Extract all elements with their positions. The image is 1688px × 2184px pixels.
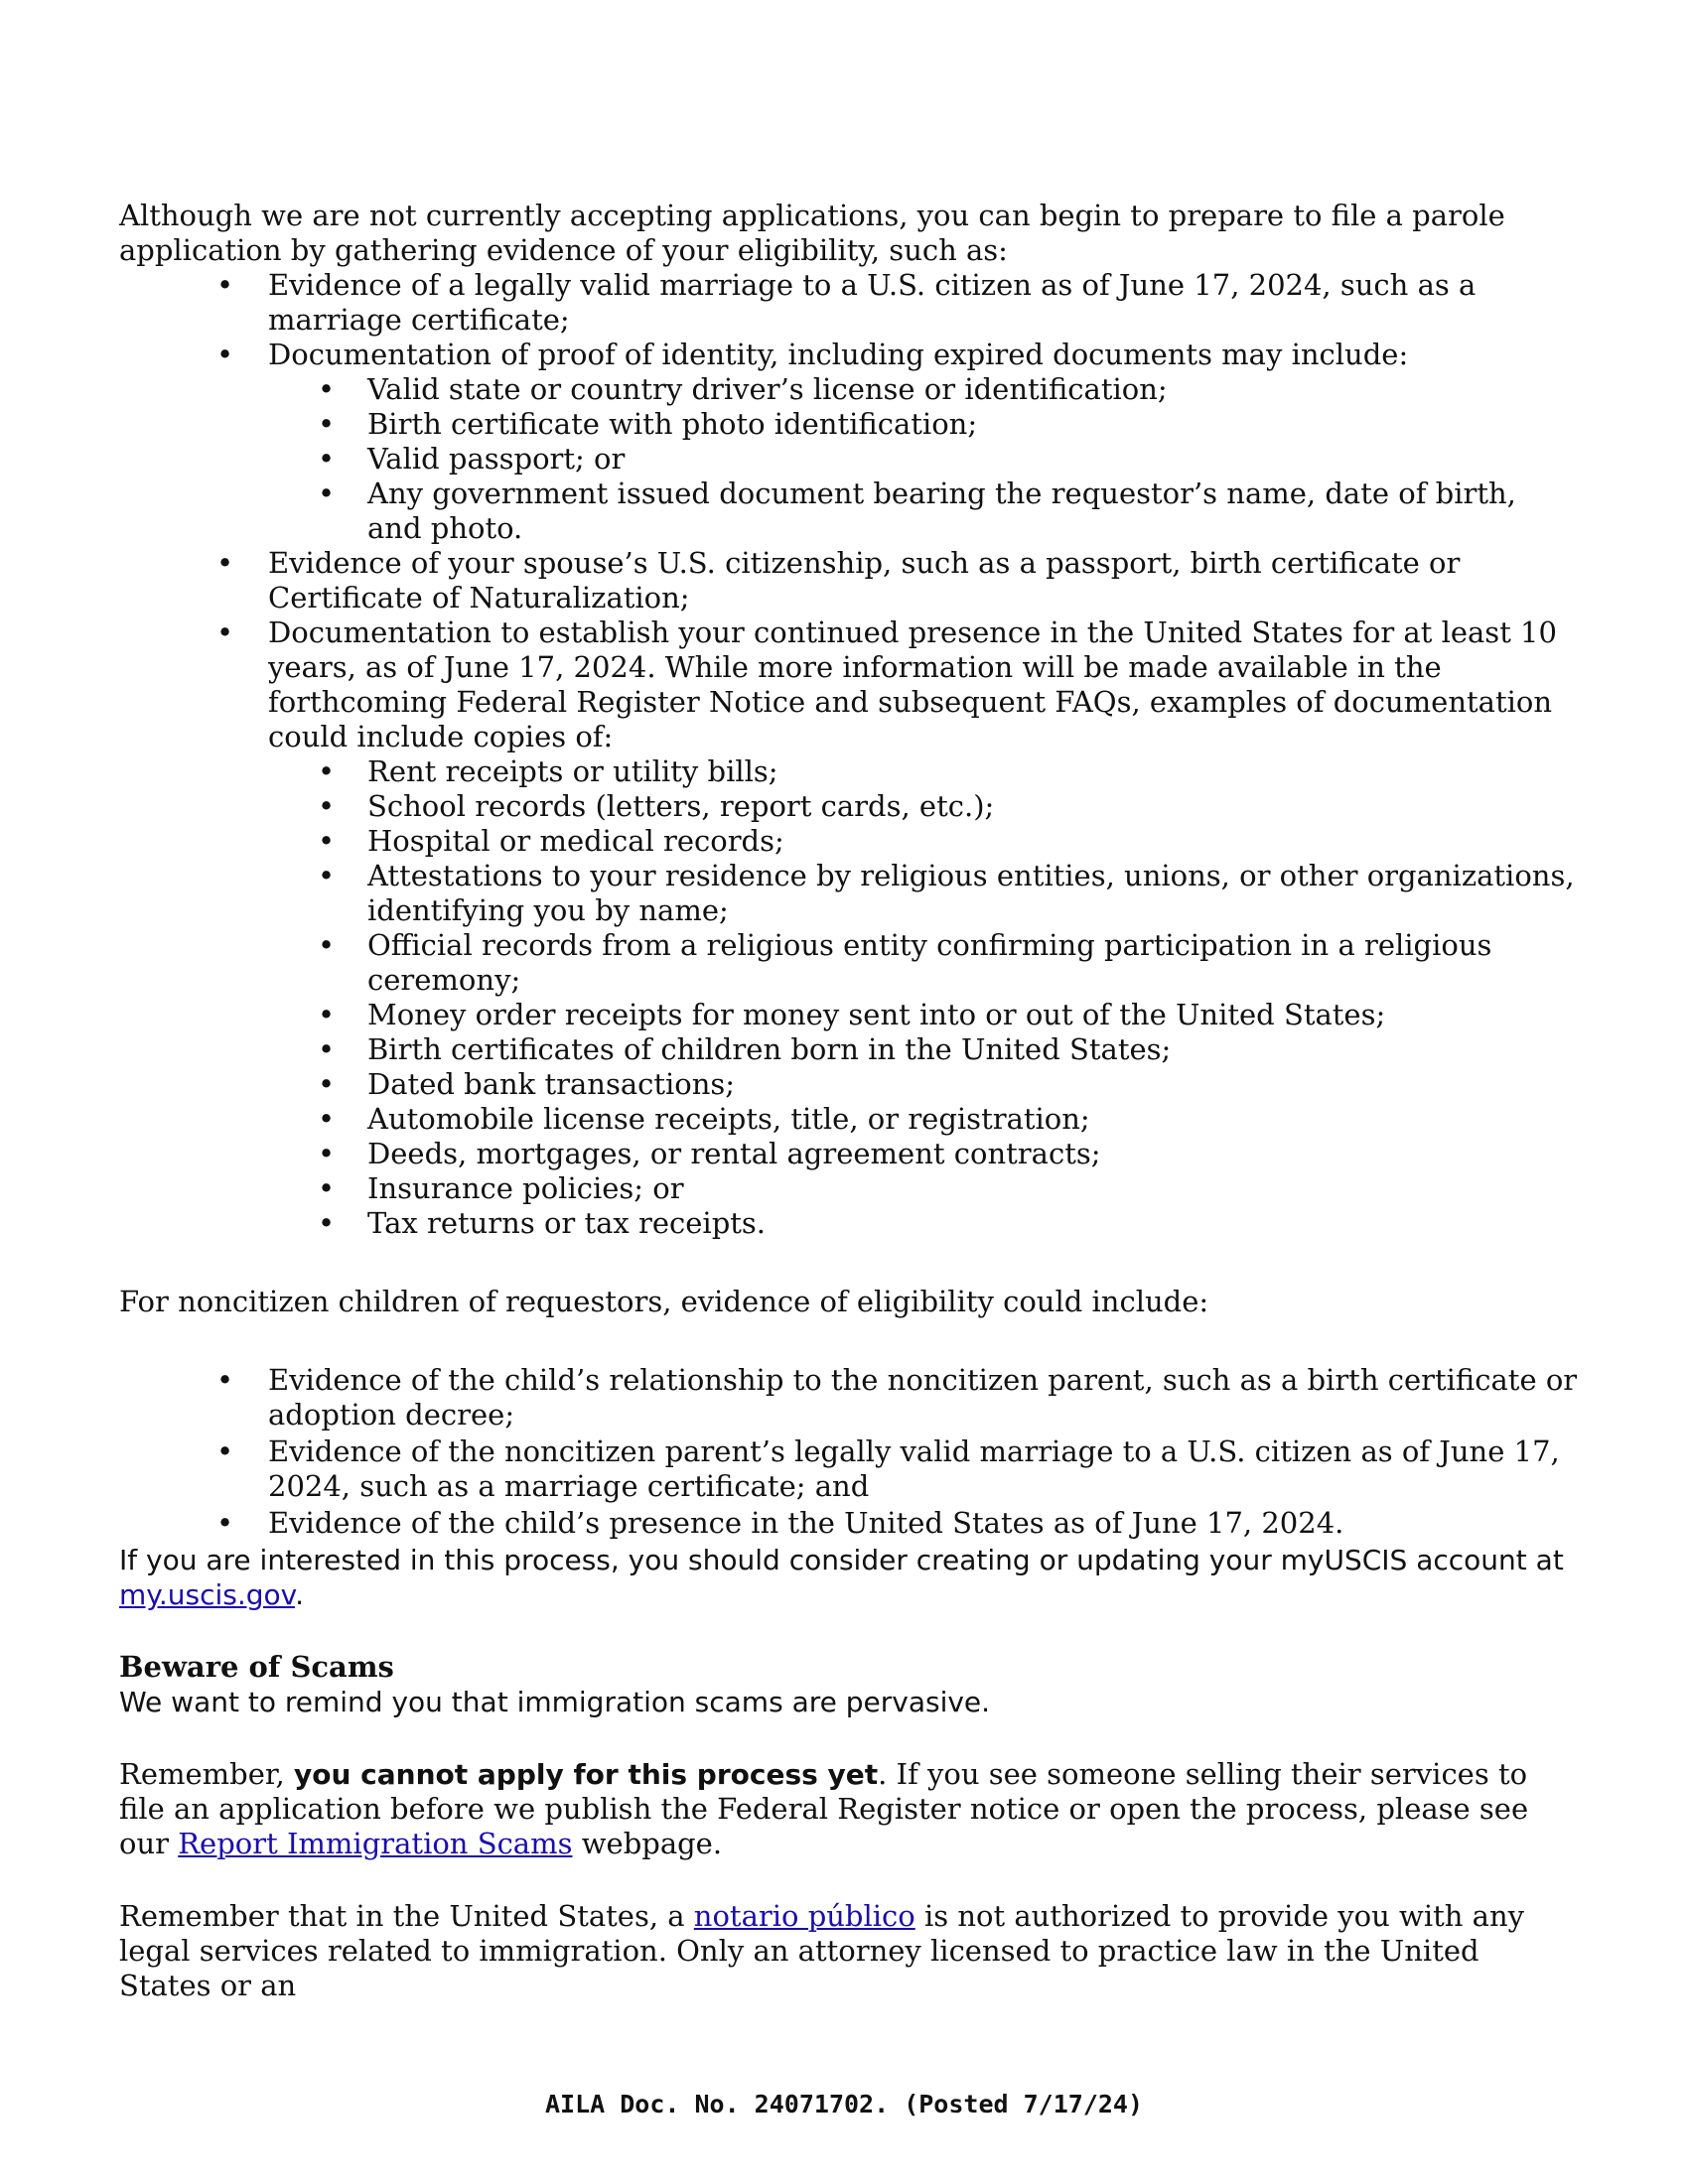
account-paragraph: If you are interested in this process, you should consider creating or updating your myUSCIS account at my.uscis.gov. [119, 1544, 1564, 1611]
list-item: • Valid state or country driver’s license or identification; [268, 372, 1579, 407]
list-item: • Automobile license receipts, title, or registration; [268, 1102, 1579, 1137]
list-item: • Evidence of the child’s relationship to the noncitizen parent, such as a birth certificate or adoption decree; [119, 1363, 1579, 1433]
intro-paragraph: Although we are not currently accepting applications, you can begin to prepare to file a parole application by gathering evidence of your eligibility, such as: [119, 199, 1505, 267]
emphasis-text: you cannot apply for this process yet [294, 1758, 879, 1791]
list-item: • Insurance policies; or [268, 1171, 1579, 1206]
presence-docs-list [119, 754, 1579, 1241]
list-item: • Evidence of the child’s presence in the United States as of June 17, 2024. [119, 1506, 1579, 1541]
list-item: • Any government issued document bearing the requestor’s name, date of birth, and photo. [268, 477, 1579, 546]
children-intro: For noncitizen children of requestors, evidence of eligibility could include: [119, 1285, 1209, 1318]
list-item: • Official records from a religious entity confirming participation in a religious ceremony; [268, 928, 1579, 998]
list-item: • Documentation to establish your continued presence in the United States for at least 10 years, as of June 17, 2024. While more information will be made available in the forthcoming Federal Register Notice and subsequent FAQs, examples of documentation could include copies of: • Rent receipts or utility bills; • School records (letters, report cards, etc.); • Hospital or medical records; • Attestations to your residence by religious entities, unions, or other organizations, identifying you by name; • Official records from a religious entity confirming participation in a religious ceremony; • Money order receipts for money sent into or out of the United States; • Birth certificates of children born in the United States; • Dated bank transactions; • Automobile license receipts, title, or registration; • Deeds, mortgages, or rental agreement contracts; • Insurance policies; or • Tax returns or tax receipts. [119, 615, 1579, 1241]
list-item: • Birth certificates of children born in the United States; [268, 1032, 1579, 1067]
myuscis-link[interactable]: my.uscis.gov [119, 1578, 296, 1611]
notario-publico-link[interactable]: notario público [693, 1899, 915, 1933]
report-scams-link[interactable]: Report Immigration Scams [178, 1827, 573, 1860]
identity-docs-list [119, 372, 1579, 546]
list-item: • Money order receipts for money sent into or out of the United States; [268, 998, 1579, 1032]
children-list [119, 1363, 1579, 1541]
scams-paragraph-2: Remember that in the United States, a notario público is not authorized to provide you with any legal services related to immigration. Only an attorney licensed to practice law in the United States or an [119, 1899, 1525, 2002]
list-item: • Valid passport; or [268, 442, 1579, 477]
list-item: • Tax returns or tax receipts. [268, 1206, 1579, 1241]
list-item: • Hospital or medical records; [268, 824, 1579, 859]
list-item: • School records (letters, report cards, etc.); [268, 789, 1579, 824]
scams-heading: Beware of Scams [119, 1650, 394, 1684]
scams-line: We want to remind you that immigration scams are pervasive. [119, 1686, 991, 1718]
footer-doc-number: AILA Doc. No. 24071702. (Posted 7/17/24) [544, 2090, 1144, 2118]
list-item: • Dated bank transactions; [268, 1067, 1579, 1102]
list-item: • Deeds, mortgages, or rental agreement contracts; [268, 1137, 1579, 1171]
document-body [119, 199, 1579, 2003]
list-item: • Evidence of your spouse’s U.S. citizenship, such as a passport, birth certificate or Certificate of Naturalization; [119, 546, 1579, 615]
list-item: • Evidence of the noncitizen parent’s legally valid marriage to a U.S. citizen as of June 17, 2024, such as a marriage certificate; and [119, 1434, 1579, 1504]
list-item: • Attestations to your residence by religious entities, unions, or other organizations, identifying you by name; [268, 859, 1579, 928]
list-item: • Birth certificate with photo identification; [268, 407, 1579, 442]
scams-paragraph-1: Remember, you cannot apply for this process yet. If you see someone selling their services to file an application before we publish the Federal Register notice or open the process, please see our Report Immigration Scams webpage. [119, 1757, 1529, 1860]
list-item: • Documentation of proof of identity, including expired documents may include: • Valid state or country driver’s license or identification; • Birth certificate with photo identification; • Valid passport; or • Any government issued document bearing the requestor’s name, date of birth, and photo. [119, 338, 1579, 546]
list-item: • Evidence of a legally valid marriage to a U.S. citizen as of June 17, 2024, such as a marriage certificate; [119, 268, 1579, 338]
eligibility-list [119, 268, 1579, 1241]
list-item: • Rent receipts or utility bills; [268, 754, 1579, 789]
